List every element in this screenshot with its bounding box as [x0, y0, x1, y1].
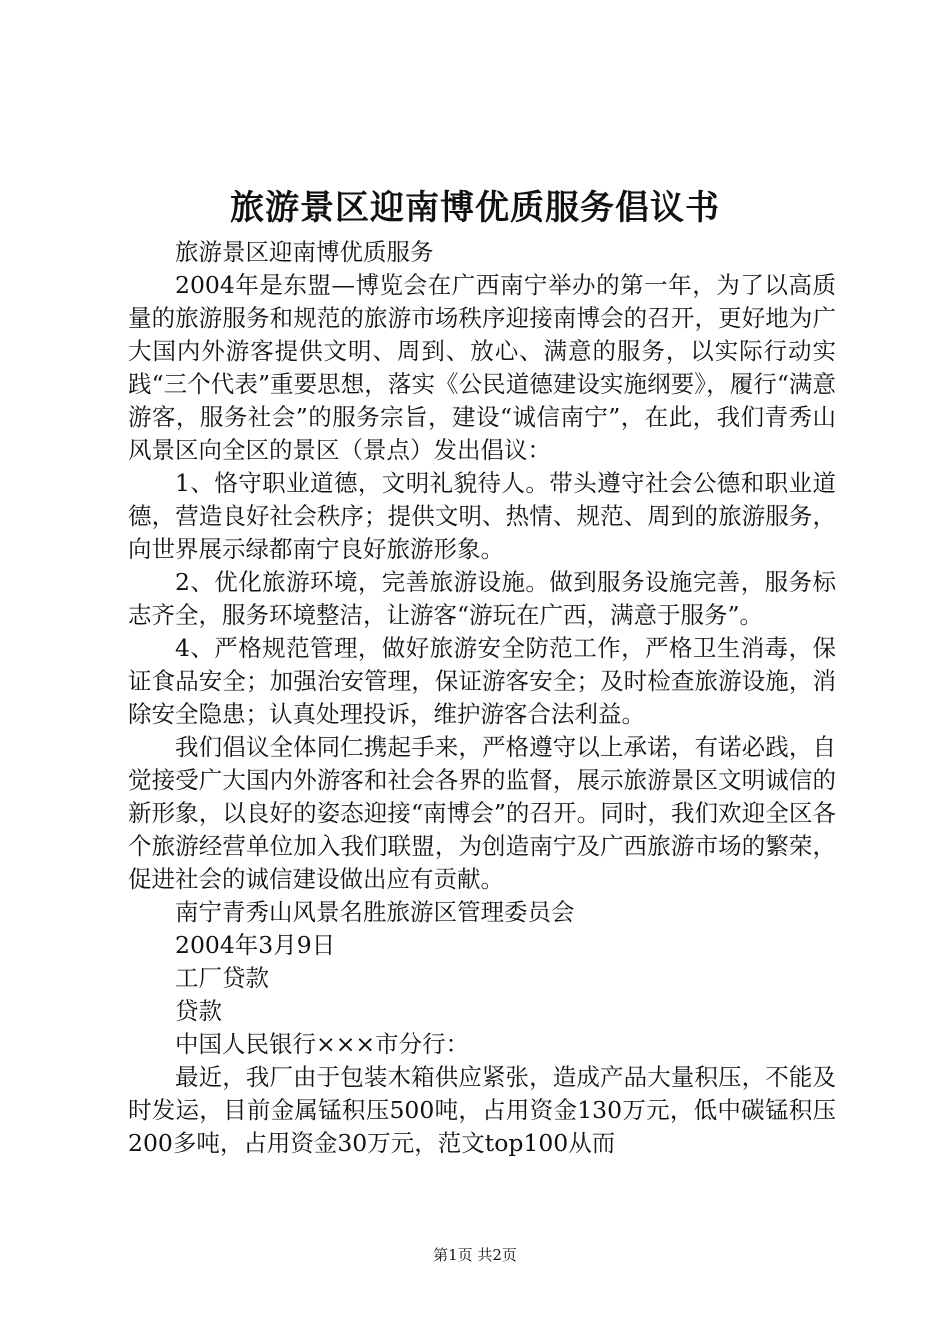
paragraph-item-4: 4、严格规范管理，做好旅游安全防范工作，严格卫生消毒，保证食品安全；加强治安管理，保证游客安全；及时检查旅游设施，消除安全隐患；认真处理投诉，维护游客合法利益。 [128, 634, 836, 728]
paragraph-intro: 2004年是东盟—博览会在广西南宁举办的第一年，为了以高质量的旅游服务和规范的旅游市场秩序迎接南博会的召开，更好地为广大国内外游客提供文明、周到、放心、满意的服务，以实际行动实践“三个代表”重要思想，落实《公民道德建设实施纲要》，履行“满意游客，服务社会”的服务宗旨，建设“诚信南宁”，在此，我们青秀山风景区向全区的景区（景点）发出倡议： [128, 271, 836, 464]
document-body [128, 236, 836, 1160]
second-doc-title: 工厂贷款 [175, 964, 269, 992]
paragraph-item-2: 2、优化旅游环境，完善旅游设施。做到服务设施完善，服务标志齐全，服务环境整洁，让游客“游玩在广西，满意于服务”。 [128, 568, 836, 629]
paragraph-item-1: 1、恪守职业道德，文明礼貌待人。带头遵守社会公德和职业道德，营造良好社会秩序；提供文明、热情、规范、周到的旅游服务，向世界展示绿都南宁良好旅游形象。 [128, 469, 836, 563]
second-doc-paragraph: 最近，我厂由于包装木箱供应紧张，造成产品大量积压，不能及时发运，目前金属锰积压500吨，占用资金130万元，低中碳锰积压200多吨，占用资金30万元，范文top100从而 [128, 1063, 836, 1157]
second-doc-subtitle: 贷款 [175, 997, 222, 1025]
document-title: 旅游景区迎南博优质服务倡议书 [230, 188, 720, 228]
second-doc-addressee: 中国人民银行×××市分行： [175, 1030, 470, 1058]
signature-organization: 南宁青秀山风景名胜旅游区管理委员会 [175, 898, 575, 926]
page-number-footer: 第1页 共2页 [433, 1246, 517, 1264]
signature-date: 2004年3月9日 [175, 931, 336, 959]
paragraph-closing: 我们倡议全体同仁携起手来，严格遵守以上承诺，有诺必践，自觉接受广大国内外游客和社会各界的监督，展示旅游景区文明诚信的新形象，以良好的姿态迎接“南博会”的召开。同时，我们欢迎全区各个旅游经营单位加入我们联盟，为创造南宁及广西旅游市场的繁荣，促进社会的诚信建设做出应有贡献。 [128, 733, 836, 893]
paragraph-subtitle: 旅游景区迎南博优质服务 [175, 238, 434, 266]
